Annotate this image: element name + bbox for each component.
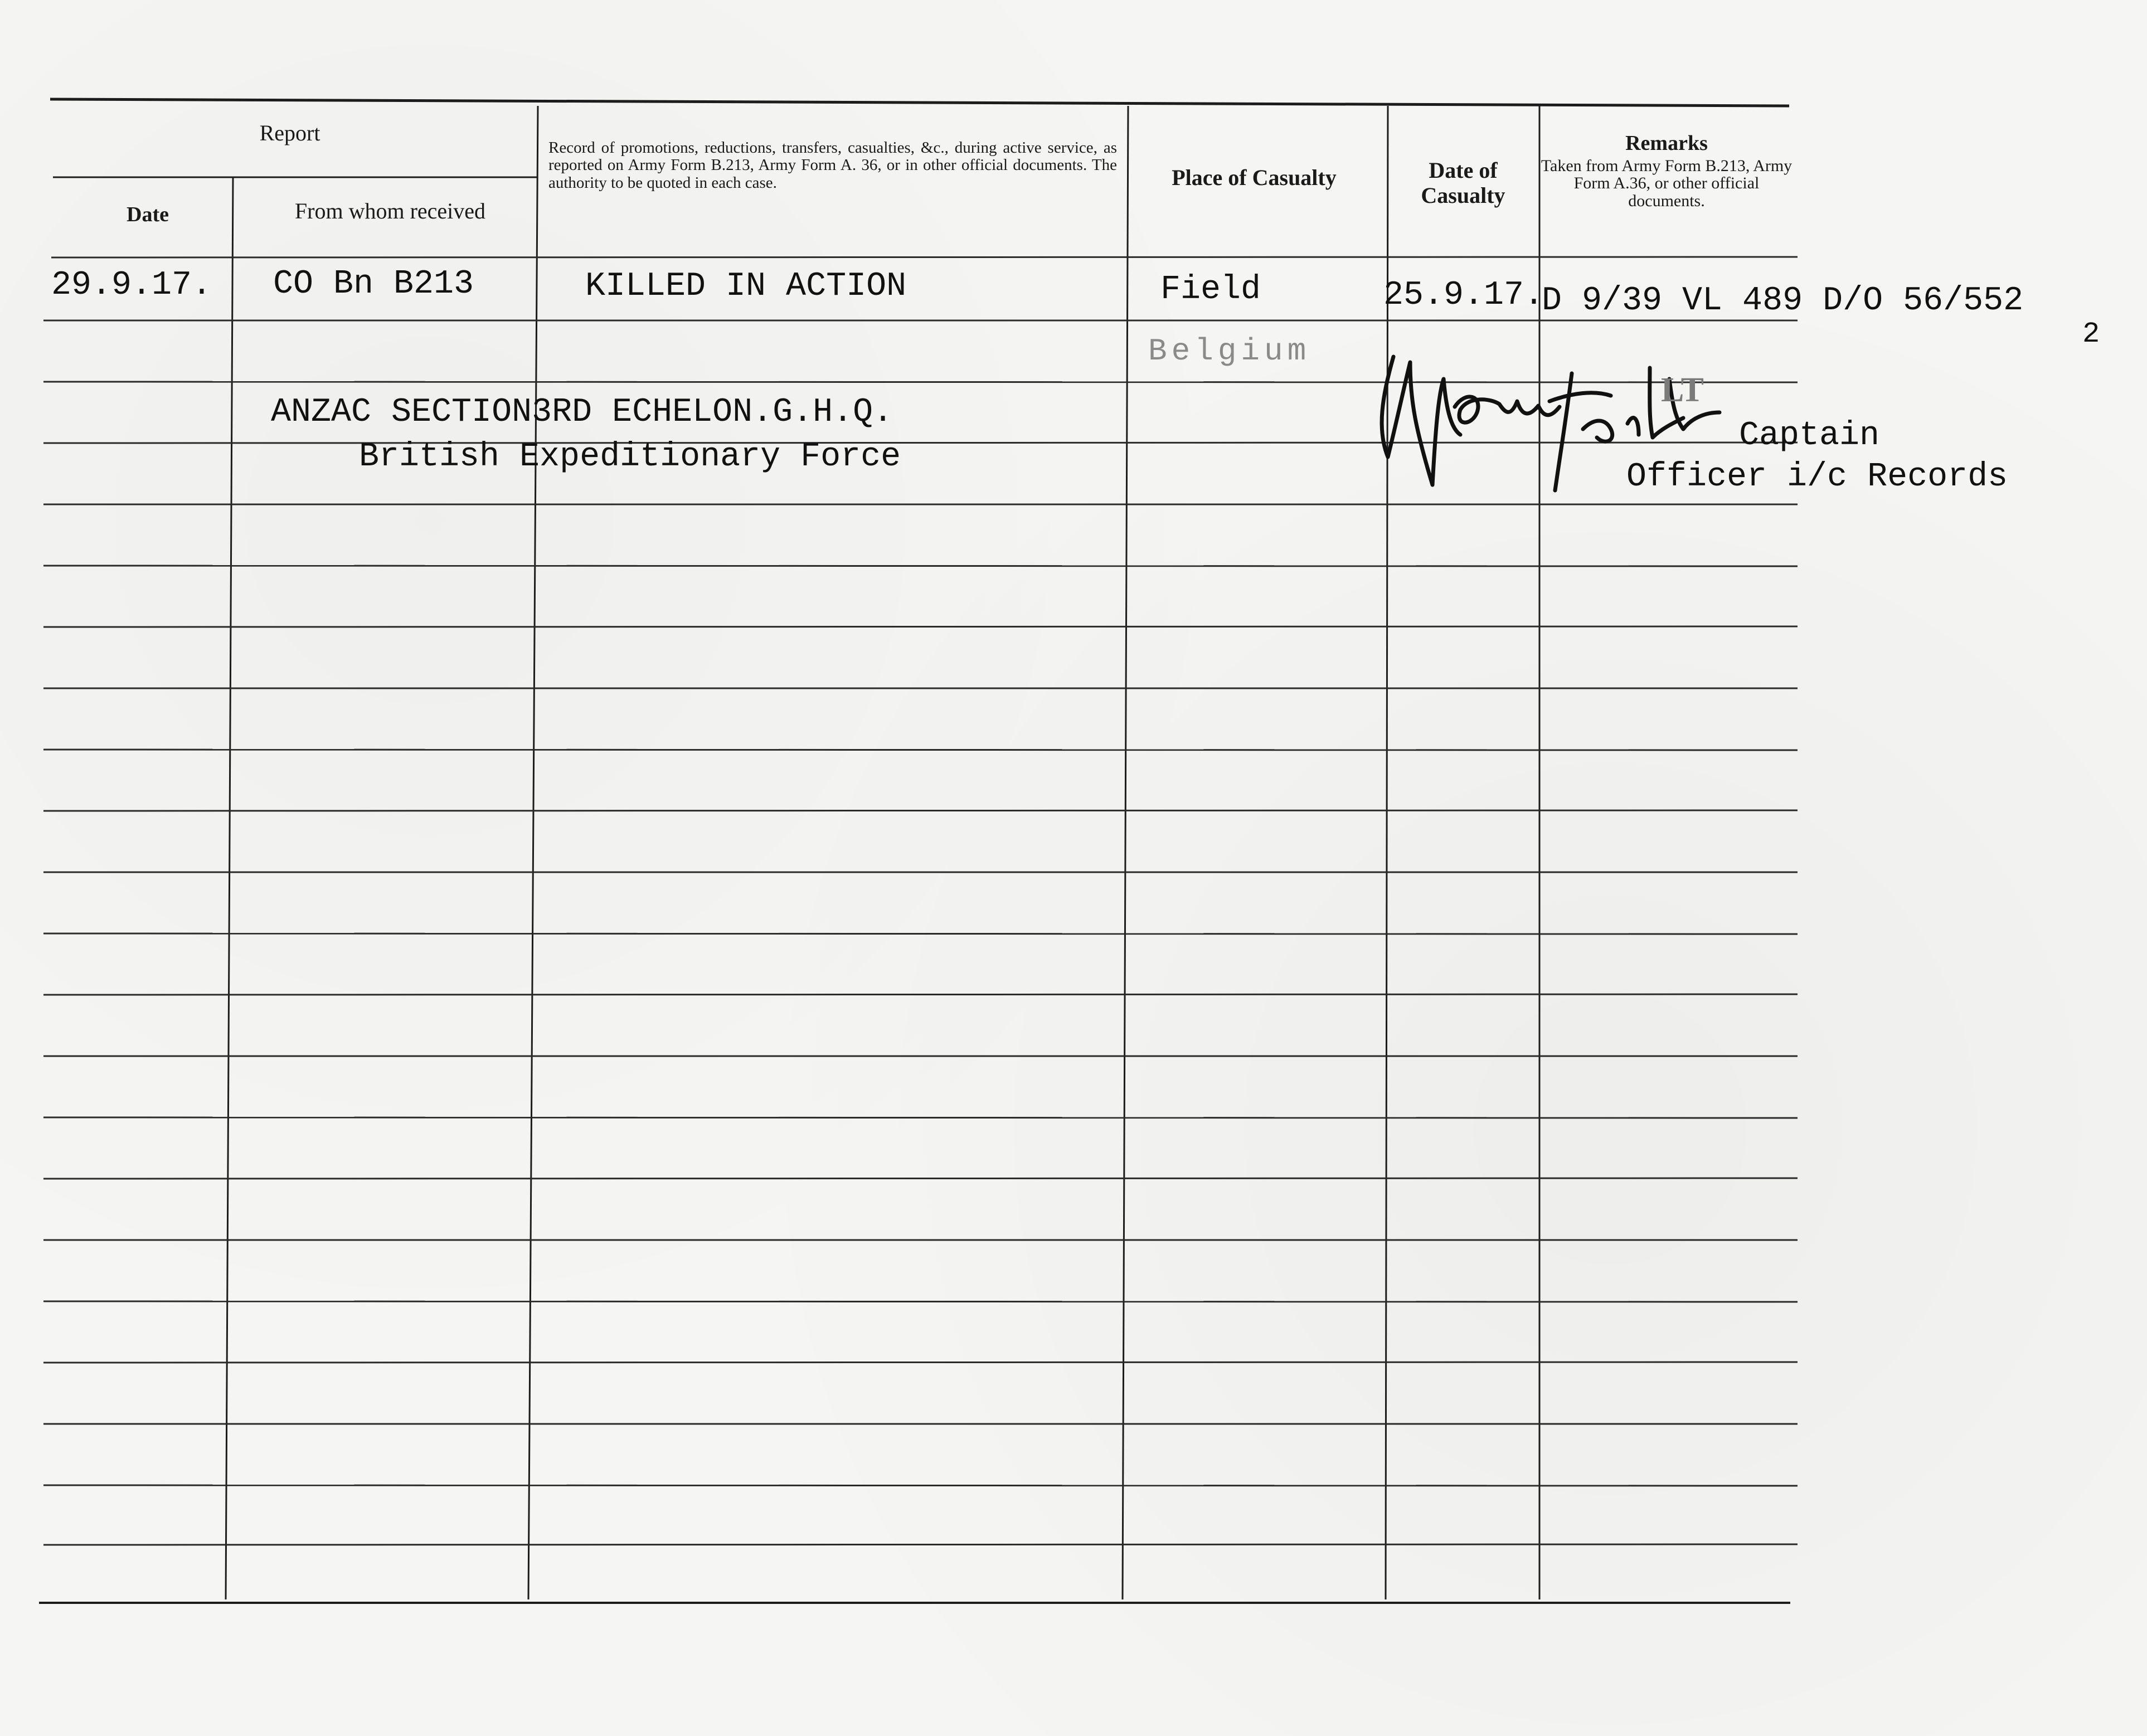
svg-text:LT: LT [1661, 371, 1704, 409]
col-divider-date [226, 177, 233, 1599]
header-report: Report [259, 120, 320, 145]
row-rule [43, 1544, 1798, 1545]
entry-remarks: D 9/39 VL 489 D/O 56/552 [1542, 282, 2024, 320]
entry-from-whom: CO Bn B213 [273, 265, 474, 303]
entry-place-stamp: Belgium [1148, 333, 1311, 369]
header-remarks-title: Remarks [1625, 132, 1708, 155]
header-remarks [1538, 133, 1795, 210]
row-rule [43, 810, 1798, 811]
row-rule [43, 1301, 1798, 1302]
authority-line-2: British Expeditionary Force [359, 438, 901, 476]
row-rule [43, 1485, 1798, 1486]
authority-role: Officer i/c Records [1626, 458, 2008, 496]
row-rule [43, 1362, 1798, 1363]
header-date: Date [127, 203, 169, 226]
header-date-of-casualty: Date of Casualty [1421, 158, 1505, 208]
header-place-of-casualty: Place of Casualty [1172, 165, 1337, 190]
header-remarks-note: Taken from Army Form B.213, Army Form A.36, or other official documents. [1541, 156, 1793, 210]
entry-record: KILLED IN ACTION [585, 268, 907, 305]
entry-remarks-sub: 2 [2082, 318, 2100, 351]
entry-place: Field [1160, 271, 1261, 309]
authority-rank: Captain [1739, 417, 1880, 455]
top-rule [50, 99, 1789, 106]
authority-line-1: ANZAC SECTION3RD ECHELON.G.H.Q. [271, 393, 893, 431]
entry-date-of-casualty: 25.9.17. [1383, 276, 1544, 314]
col-divider-place [1386, 106, 1388, 1599]
row-rule [43, 933, 1798, 934]
row-rule [43, 626, 1798, 627]
header-record: Record of promotions, reductions, transfers, casualties, &c., during active service, as reported on Army Form B.213, Army Form A. 36, or in other official documents. The authority to be quoted in each case. [548, 139, 1117, 192]
col-divider-from [528, 106, 538, 1599]
row-rule [43, 1117, 1798, 1118]
row-rule [43, 1178, 1798, 1179]
header-from-whom-received: From whom received [294, 198, 486, 223]
entry-date: 29.9.17. [51, 266, 212, 304]
col-divider-record [1123, 106, 1128, 1599]
row-rule [43, 994, 1798, 995]
